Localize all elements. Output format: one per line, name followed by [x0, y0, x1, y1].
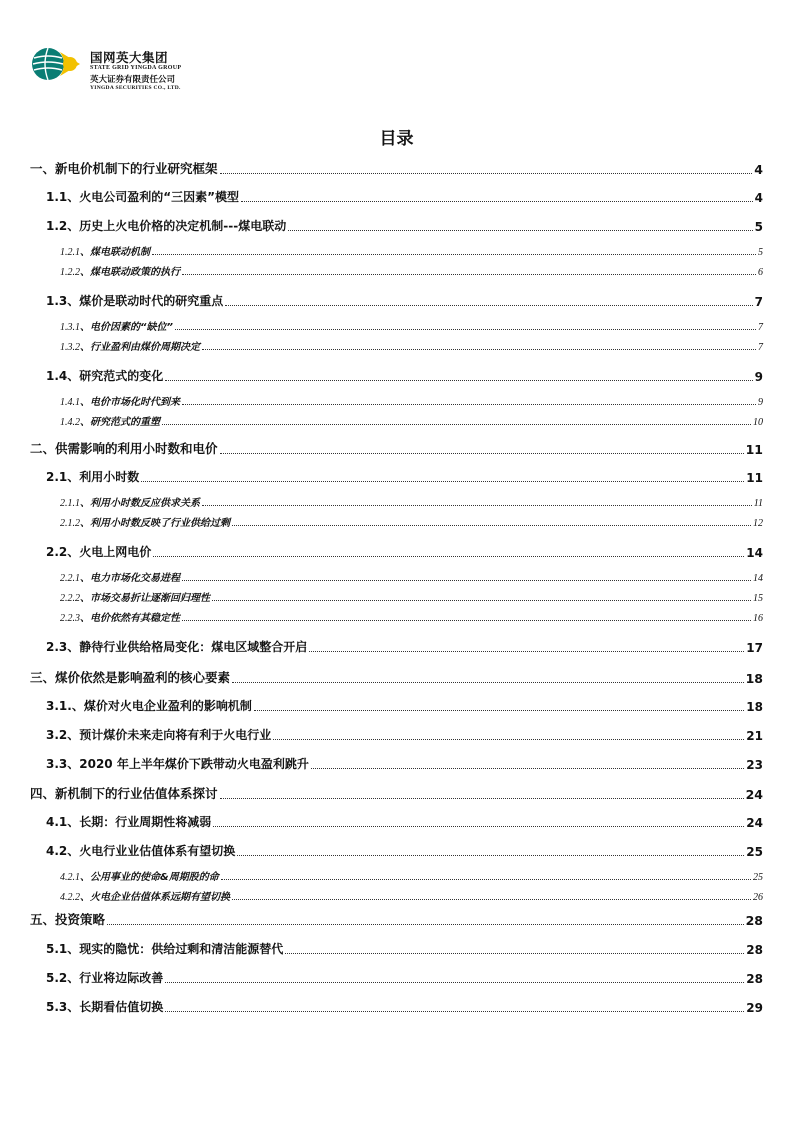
toc-entry[interactable] [0, 543, 793, 560]
toc-entry-text: 、火电企业估值体系远期有望切换 [80, 892, 230, 903]
toc-leader-dots [221, 879, 751, 880]
toc-entry-number: 2.2.3 [60, 613, 80, 624]
toc-leader-dots [165, 982, 744, 983]
toc-leader-dots [162, 424, 751, 425]
toc-entry-number: 1.3.1 [60, 322, 80, 333]
toc-entry[interactable] [0, 188, 793, 205]
toc-entry-text: 一、新电价机制下的行业研究框架 [30, 161, 218, 176]
toc-entry-text: 、电价因素的“缺位” [80, 322, 173, 333]
toc-entry-label [46, 940, 283, 957]
toc-entry-number: 2.1.2 [60, 518, 80, 529]
toc-entry-text: 4.2、火电行业业估值体系有望切换 [46, 844, 236, 858]
toc-entry-label [60, 393, 180, 408]
toc-entry[interactable] [0, 969, 793, 986]
toc-entry-text: 5.1、现实的隐忧：供给过剩和清洁能源替代 [46, 942, 284, 956]
toc-entry-page: 25 [753, 872, 763, 883]
toc-entry-number: 4.2.2 [60, 892, 80, 903]
toc-entry-label [60, 494, 200, 509]
toc-leader-dots [232, 899, 751, 900]
toc-entry-label [30, 784, 218, 802]
toc-entry-page: 5 [754, 220, 763, 234]
toc-leader-dots [182, 274, 756, 275]
toc-entry-page: 12 [753, 518, 763, 529]
toc-entry-text: 、电价市场化时代到来 [80, 397, 180, 408]
toc-entry-label [60, 243, 150, 258]
toc-entry[interactable] [0, 784, 793, 802]
toc-leader-dots [237, 855, 744, 856]
toc-entry-page: 26 [753, 892, 763, 903]
toc-entry-text: 3.3、2020 年上半年煤价下跌带动火电盈利跳升 [46, 757, 309, 771]
brand-name-en: STATE GRID YINGDA GROUP [90, 65, 182, 71]
toc-entry-page: 16 [753, 613, 763, 624]
toc-entry-page: 9 [758, 397, 763, 408]
toc-entry-text: 、研究范式的重塑 [80, 417, 160, 428]
toc-entry-number: 1.3.2 [60, 342, 80, 353]
toc-leader-dots [182, 620, 751, 621]
toc-entry-page: 9 [754, 370, 763, 384]
toc-entry-label [46, 998, 163, 1015]
toc-entry-number: 2.1.1 [60, 498, 80, 509]
toc-entry-number: 4.2.1 [60, 872, 80, 883]
toc-entry-page: 14 [746, 546, 763, 560]
toc-entry-label [30, 910, 105, 928]
toc-leader-dots [182, 580, 751, 581]
toc-entry-text: 2.3、静待行业供给格局变化：煤电区域整合开启 [46, 640, 308, 654]
toc-leader-dots [273, 739, 744, 740]
toc-entry-page: 25 [746, 845, 763, 859]
state-grid-logo-icon [30, 46, 86, 82]
toc-entry-page: 18 [746, 700, 763, 714]
toc-entry-text: 3.2、预计煤价未来走向将有利于火电行业 [46, 728, 272, 742]
toc-entry[interactable] [0, 888, 793, 903]
company-name-en: YINGDA SECURITIES CO., LTD. [90, 85, 181, 91]
toc-entry-text: 五、投资策略 [30, 912, 106, 927]
toc-entry-text: 三、煤价依然是影响盈利的核心要素 [30, 670, 231, 685]
toc-entry[interactable] [0, 813, 793, 830]
toc-entry[interactable] [0, 910, 793, 928]
toc-entry-text: 、利用小时数反映了行业供给过剩 [80, 518, 230, 529]
toc-entry-page: 11 [745, 442, 763, 457]
toc-entry-page: 7 [758, 342, 763, 353]
toc-leader-dots [220, 798, 744, 799]
toc-entry-label [46, 697, 252, 714]
toc-entry-page: 10 [753, 417, 763, 428]
brand-name-cn: 国网英大集团 [90, 50, 169, 65]
toc-leader-dots [241, 201, 753, 202]
toc-entry-number: 1.2.2 [60, 267, 80, 278]
toc-entry-label [60, 609, 180, 624]
toc-entry-label [30, 159, 218, 177]
toc-entry-label [60, 888, 230, 903]
toc-entry[interactable] [0, 589, 793, 604]
toc-leader-dots [202, 505, 752, 506]
toc-entry-number: 1.4.2 [60, 417, 80, 428]
toc-entry-page: 4 [754, 191, 763, 205]
toc-leader-dots [141, 481, 744, 482]
toc-entry[interactable] [0, 393, 793, 408]
toc-leader-dots [107, 924, 744, 925]
toc-leader-dots [232, 525, 751, 526]
toc-entry-page: 7 [758, 322, 763, 333]
toc-entry-label [60, 338, 200, 353]
toc-entry-page: 28 [745, 913, 763, 928]
toc-leader-dots [225, 305, 752, 306]
toc-leader-dots [285, 953, 744, 954]
toc-entry[interactable] [0, 318, 793, 333]
toc-entry-page: 4 [754, 162, 763, 177]
toc-entry[interactable] [0, 468, 793, 485]
toc-entry-label [60, 514, 230, 529]
toc-entry-text: 1.4、研究范式的变化 [46, 369, 164, 383]
toc-leader-dots [175, 329, 756, 330]
toc-title: 目录 [379, 129, 414, 149]
toc-entry-label [46, 813, 211, 830]
toc-entry-number: 2.2.2 [60, 593, 80, 604]
company-name-cn: 英大证券有限责任公司 [90, 75, 176, 85]
toc-entry-text: 1.3、煤价是联动时代的研究重点 [46, 294, 224, 308]
toc-entry-text: 二、供需影响的利用小时数和电价 [30, 441, 218, 456]
toc-entry-label [60, 413, 160, 428]
toc-entry[interactable] [0, 413, 793, 428]
toc-entry-text: 4.1、长期：行业周期性将减弱 [46, 815, 212, 829]
toc-entry-text: 2.2、火电上网电价 [46, 545, 152, 559]
toc-entry-label [30, 439, 218, 457]
toc-entry[interactable] [0, 940, 793, 957]
toc-entry-label [46, 726, 271, 743]
toc-entry[interactable] [0, 569, 793, 584]
toc-entry-text: 5.2、行业将边际改善 [46, 971, 164, 985]
toc-leader-dots [153, 556, 744, 557]
toc-entry-label [60, 318, 173, 333]
toc-entry[interactable] [0, 638, 793, 655]
toc-entry-number: 2.2.1 [60, 573, 80, 584]
toc-leader-dots [220, 453, 744, 454]
toc-leader-dots [182, 404, 756, 405]
toc-leader-dots [311, 768, 744, 769]
toc-leader-dots [202, 349, 756, 350]
toc-entry-number: 1.2.1 [60, 247, 80, 258]
toc-entry-text: 、行业盈利由煤价周期决定 [80, 342, 200, 353]
toc-leader-dots [165, 1011, 744, 1012]
toc-entry-label [46, 292, 223, 309]
toc-entry[interactable] [0, 842, 793, 859]
toc-entry-text: 1.1、火电公司盈利的“三因素”模型 [46, 190, 240, 204]
toc-entry-label [46, 638, 307, 655]
toc-entry-label [46, 468, 139, 485]
toc-entry[interactable] [0, 609, 793, 624]
toc-entry-text: 、公用事业的使命&周期股的命 [80, 872, 219, 883]
toc-entry[interactable] [0, 159, 793, 177]
toc-entry-page: 14 [753, 573, 763, 584]
toc-entry-label [46, 543, 151, 560]
toc-entry-text: 、煤电联动政策的执行 [80, 267, 180, 278]
toc-entry-page: 18 [745, 671, 763, 686]
toc-entry[interactable] [0, 367, 793, 384]
toc-entry[interactable] [0, 243, 793, 258]
toc-entry-page: 23 [746, 758, 763, 772]
toc-entry[interactable] [0, 514, 793, 529]
toc-entry-text: 1.2、历史上火电价格的决定机制---煤电联动 [46, 219, 287, 233]
toc-entry[interactable] [0, 668, 793, 686]
toc-entry[interactable] [0, 755, 793, 772]
toc-entry-text: 、电价依然有其稳定性 [80, 613, 180, 624]
header [30, 44, 250, 94]
toc-entry[interactable] [0, 439, 793, 457]
toc-entry-page: 24 [745, 787, 763, 802]
toc-entry-page: 11 [753, 498, 763, 509]
toc-leader-dots [288, 230, 752, 231]
toc-entry[interactable] [0, 494, 793, 509]
toc-entry-page: 21 [746, 729, 763, 743]
toc-entry-number: 1.4.1 [60, 397, 80, 408]
toc-entry-page: 6 [758, 267, 763, 278]
toc-entry-label [46, 755, 309, 772]
toc-entry-text: 2.1、利用小时数 [46, 470, 140, 484]
toc-entry-label [46, 188, 239, 205]
toc-entry-page: 7 [754, 295, 763, 309]
toc-entry[interactable] [0, 292, 793, 309]
toc-entry-page: 29 [746, 1001, 763, 1015]
toc-entry-label [46, 969, 163, 986]
toc-entry-text: 、煤电联动机制 [80, 247, 150, 258]
toc-entry[interactable] [0, 338, 793, 353]
toc-entry[interactable] [0, 726, 793, 743]
toc-entry-label [46, 842, 235, 859]
toc-entry[interactable] [0, 697, 793, 714]
toc-leader-dots [254, 710, 744, 711]
toc-entry-label [60, 263, 180, 278]
toc-entry-page: 28 [746, 972, 763, 986]
toc-leader-dots [152, 254, 756, 255]
toc-entry-page: 28 [746, 943, 763, 957]
toc-leader-dots [165, 380, 752, 381]
toc-entry-label [60, 589, 210, 604]
toc-leader-dots [212, 600, 751, 601]
toc-entry-text: 、电力市场化交易进程 [80, 573, 180, 584]
toc-entry-page: 24 [746, 816, 763, 830]
toc-leader-dots [213, 826, 744, 827]
toc-entry-text: 5.3、长期看估值切换 [46, 1000, 164, 1014]
toc-entry-page: 11 [746, 471, 763, 485]
toc-entry-text: 、利用小时数反应供求关系 [80, 498, 200, 509]
toc-entry-text: 、市场交易折让逐渐回归理性 [80, 593, 210, 604]
toc-entry-page: 15 [753, 593, 763, 604]
toc-entry-label [60, 868, 219, 883]
toc-entry-label [46, 367, 163, 384]
toc-entry-label [60, 569, 180, 584]
toc-entry-text: 四、新机制下的行业估值体系探讨 [30, 786, 218, 801]
toc-entry[interactable] [0, 868, 793, 883]
toc-entry-page: 5 [758, 247, 763, 258]
toc-entry-label [46, 217, 286, 234]
toc-entry[interactable] [0, 998, 793, 1015]
toc-leader-dots [232, 682, 744, 683]
toc-entry-label [30, 668, 230, 686]
toc-entry[interactable] [0, 263, 793, 278]
toc-leader-dots [309, 651, 744, 652]
toc-entry-text: 3.1.、煤价对火电企业盈利的影响机制 [46, 699, 252, 713]
toc-entry[interactable] [0, 217, 793, 234]
toc-entry-page: 17 [746, 641, 763, 655]
toc-leader-dots [220, 173, 753, 174]
